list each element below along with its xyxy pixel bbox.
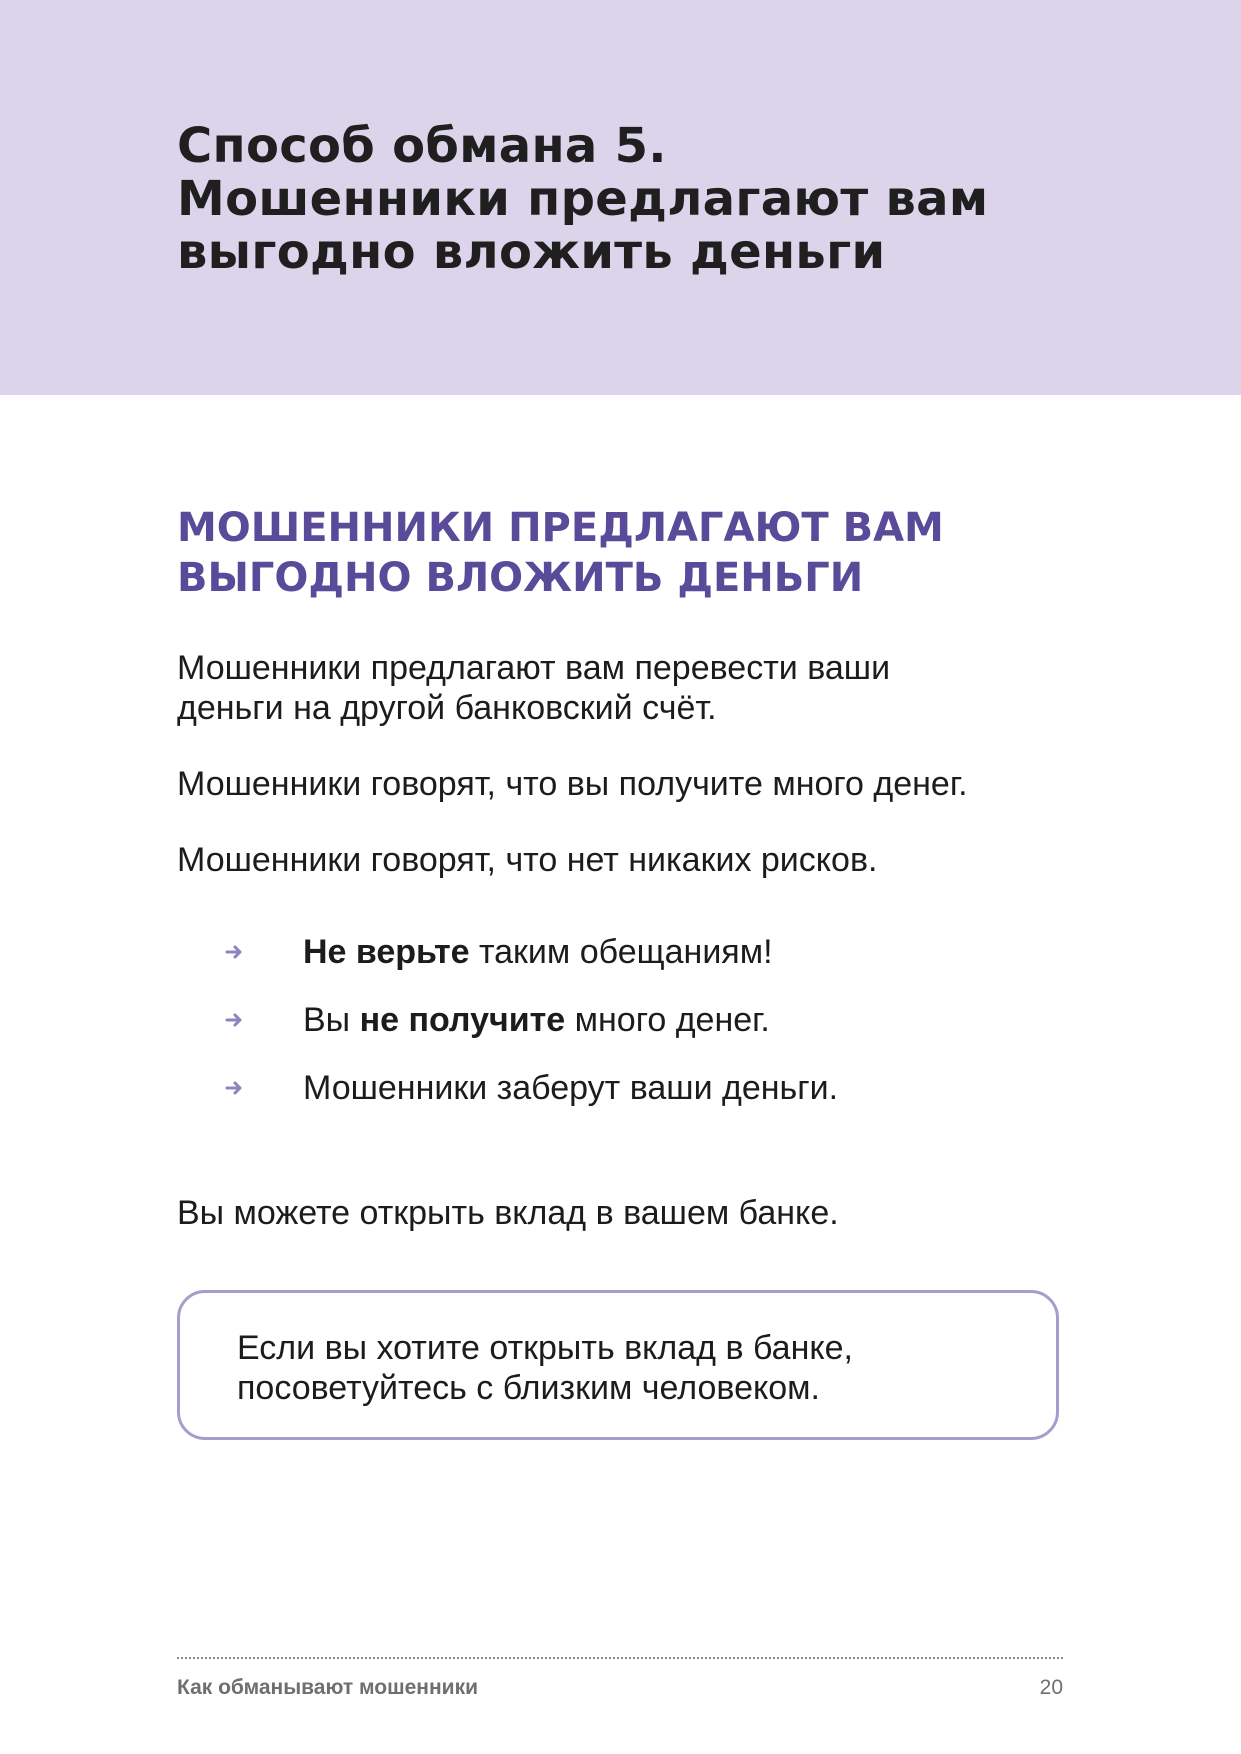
emphasis: Не верьте [303,933,470,971]
footer-divider [177,1657,1063,1659]
list-item-text: Мошенники заберут ваши деньги. [303,1069,839,1107]
advice-box [177,1290,1059,1440]
page-title [177,120,1077,279]
arrow-right-icon [225,1076,245,1100]
paragraph-line: деньги на другой банковский счёт. [177,689,717,727]
list-item-rest: много денег. [565,1001,770,1039]
header-band [0,0,1241,395]
list-item-text [303,1000,770,1040]
paragraph-transfer [177,648,1097,728]
footer-document-title: Как обманывают мошенники [177,1676,478,1699]
list-item-text [303,932,773,972]
page-title-line: Мошенники предлагают вам [177,171,989,227]
advice-line: Если вы хотите открыть вклад в банке, [237,1329,853,1367]
list-item [177,932,1097,1000]
list-item [177,1068,1097,1136]
section-heading-line: ВЫГОДНО ВЛОЖИТЬ ДЕНЬГИ [177,555,864,601]
section-heading [177,503,1127,603]
paragraph-no-risk: Мошенники говорят, что нет никаких рисков. [177,841,878,879]
list-item [177,1000,1097,1068]
list-item-start: Вы [303,1001,360,1039]
arrow-right-icon [225,940,245,964]
list-item-rest: таким обещаниям! [469,933,773,971]
warning-list [177,932,1097,1136]
page-title-line: Способ обмана 5. [177,118,667,174]
page-title-line: выгодно вложить деньги [177,224,886,280]
paragraph-line: Мошенники предлагают вам перевести ваши [177,649,891,687]
advice-line: посоветуйтесь с близким человеком. [237,1369,820,1407]
paragraph-much-money: Мошенники говорят, что вы получите много денег. [177,765,968,803]
advice-text [237,1328,1017,1408]
arrow-right-icon [225,1008,245,1032]
emphasis: не получите [359,1001,566,1039]
section-heading-line: МОШЕННИКИ ПРЕДЛАГАЮТ ВАМ [177,505,944,551]
page-number: 20 [1039,1676,1063,1699]
paragraph-open-deposit: Вы можете открыть вклад в вашем банке. [177,1194,839,1232]
